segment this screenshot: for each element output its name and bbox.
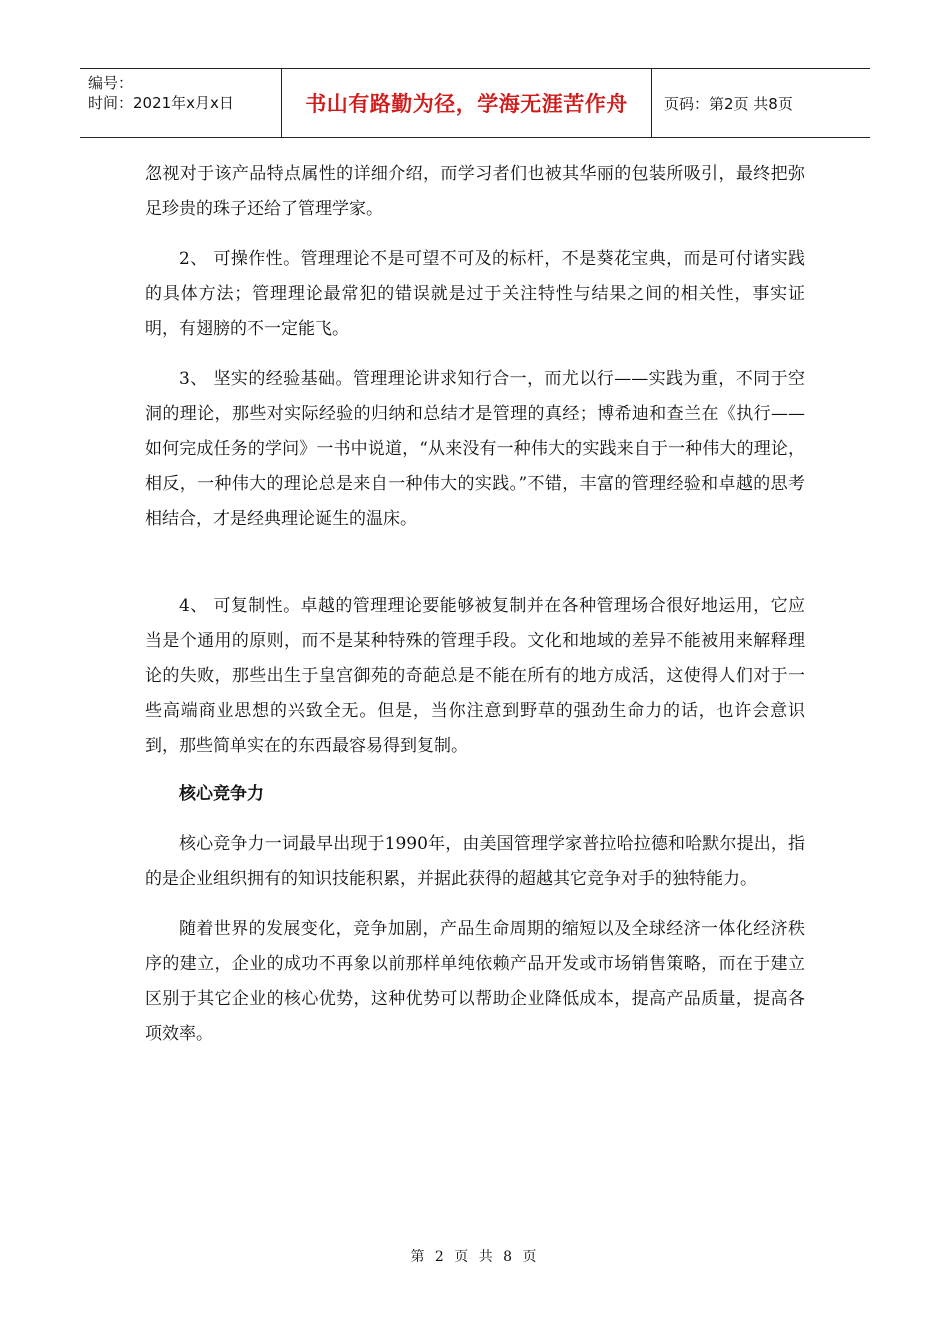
page-footer: 第 2 页 共 8 页 — [410, 1249, 540, 1265]
paragraph-5: 核心竞争力一词最早出现于1990年，由美国管理学家普拉哈拉德和哈默尔提出，指的是企业组织拥有的知识技能积累，并据此获得的超越其它竞争对手的独特能力。 — [145, 834, 805, 889]
section-heading: 核心竞争力 — [179, 784, 264, 804]
header-page-cell — [652, 69, 870, 137]
paragraph-6: 随着世界的发展变化，竞争加剧，产品生命周期的缩短以及全球经济一体化经济秩序的建立，企业的成功不再象以前那样单纯依赖产品开发或市场销售策略，而在于建立区别于其它企业的核心优势，这种优势可以帮助企业降低成本，提高产品质量，提高各项效率。 — [145, 919, 805, 1044]
document-header — [80, 68, 870, 138]
motto-text: 书山有路勤为径，学海无涯苦作舟 — [305, 92, 628, 116]
number-label: 编号： — [88, 74, 134, 92]
paragraph-1: 忽视对于该产品特点属性的详细介绍，而学习者们也被其华丽的包装所吸引，最终把弥足珍贵的珠子还给了管理学家。 — [145, 164, 805, 219]
document-body — [145, 157, 805, 1052]
paragraph-4: 4、 可复制性。卓越的管理理论要能够被复制并在各种管理场合很好地运用，它应当是个通用的原则，而不是某种特殊的管理手段。文化和地域的差异不能被用来解释理论的失败，那些出生于皇宫御苑的奇葩总是不能在所有的地方成活，这使得人们对于一些高端商业思想的兴致全无。但是，当你注意到野草的强劲生命力的话，也许会意识到，那些简单实在的东西最容易得到复制。 — [145, 596, 805, 756]
paragraph-3: 3、 坚实的经验基础。管理理论讲求知行合一，而尤以行——实践为重，不同于空洞的理论，那些对实际经验的归纳和总结才是管理的真经；博希迪和查兰在《执行——如何完成任务的学问》一书中说道，“从来没有一种伟大的实践来自于一种伟大的理论，相反，一种伟大的理论总是来自一种伟大的实践。”不错，丰富的管理经验和卓越的思考相结合，才是经典理论诞生的温床。 — [145, 369, 805, 529]
header-motto-cell — [282, 69, 652, 137]
time-label: 时间：2021年x月x日 — [88, 94, 234, 112]
page-info-text: 页码：第2页 共8页 — [664, 94, 793, 113]
header-meta-cell — [80, 69, 282, 137]
paragraph-2: 2、 可操作性。管理理论不是可望不可及的标杆，不是葵花宝典，而是可付诸实践的具体方法；管理理论最常犯的错误就是过于关注特性与结果之间的相关性，事实证明，有翅膀的不一定能飞。 — [145, 249, 805, 339]
